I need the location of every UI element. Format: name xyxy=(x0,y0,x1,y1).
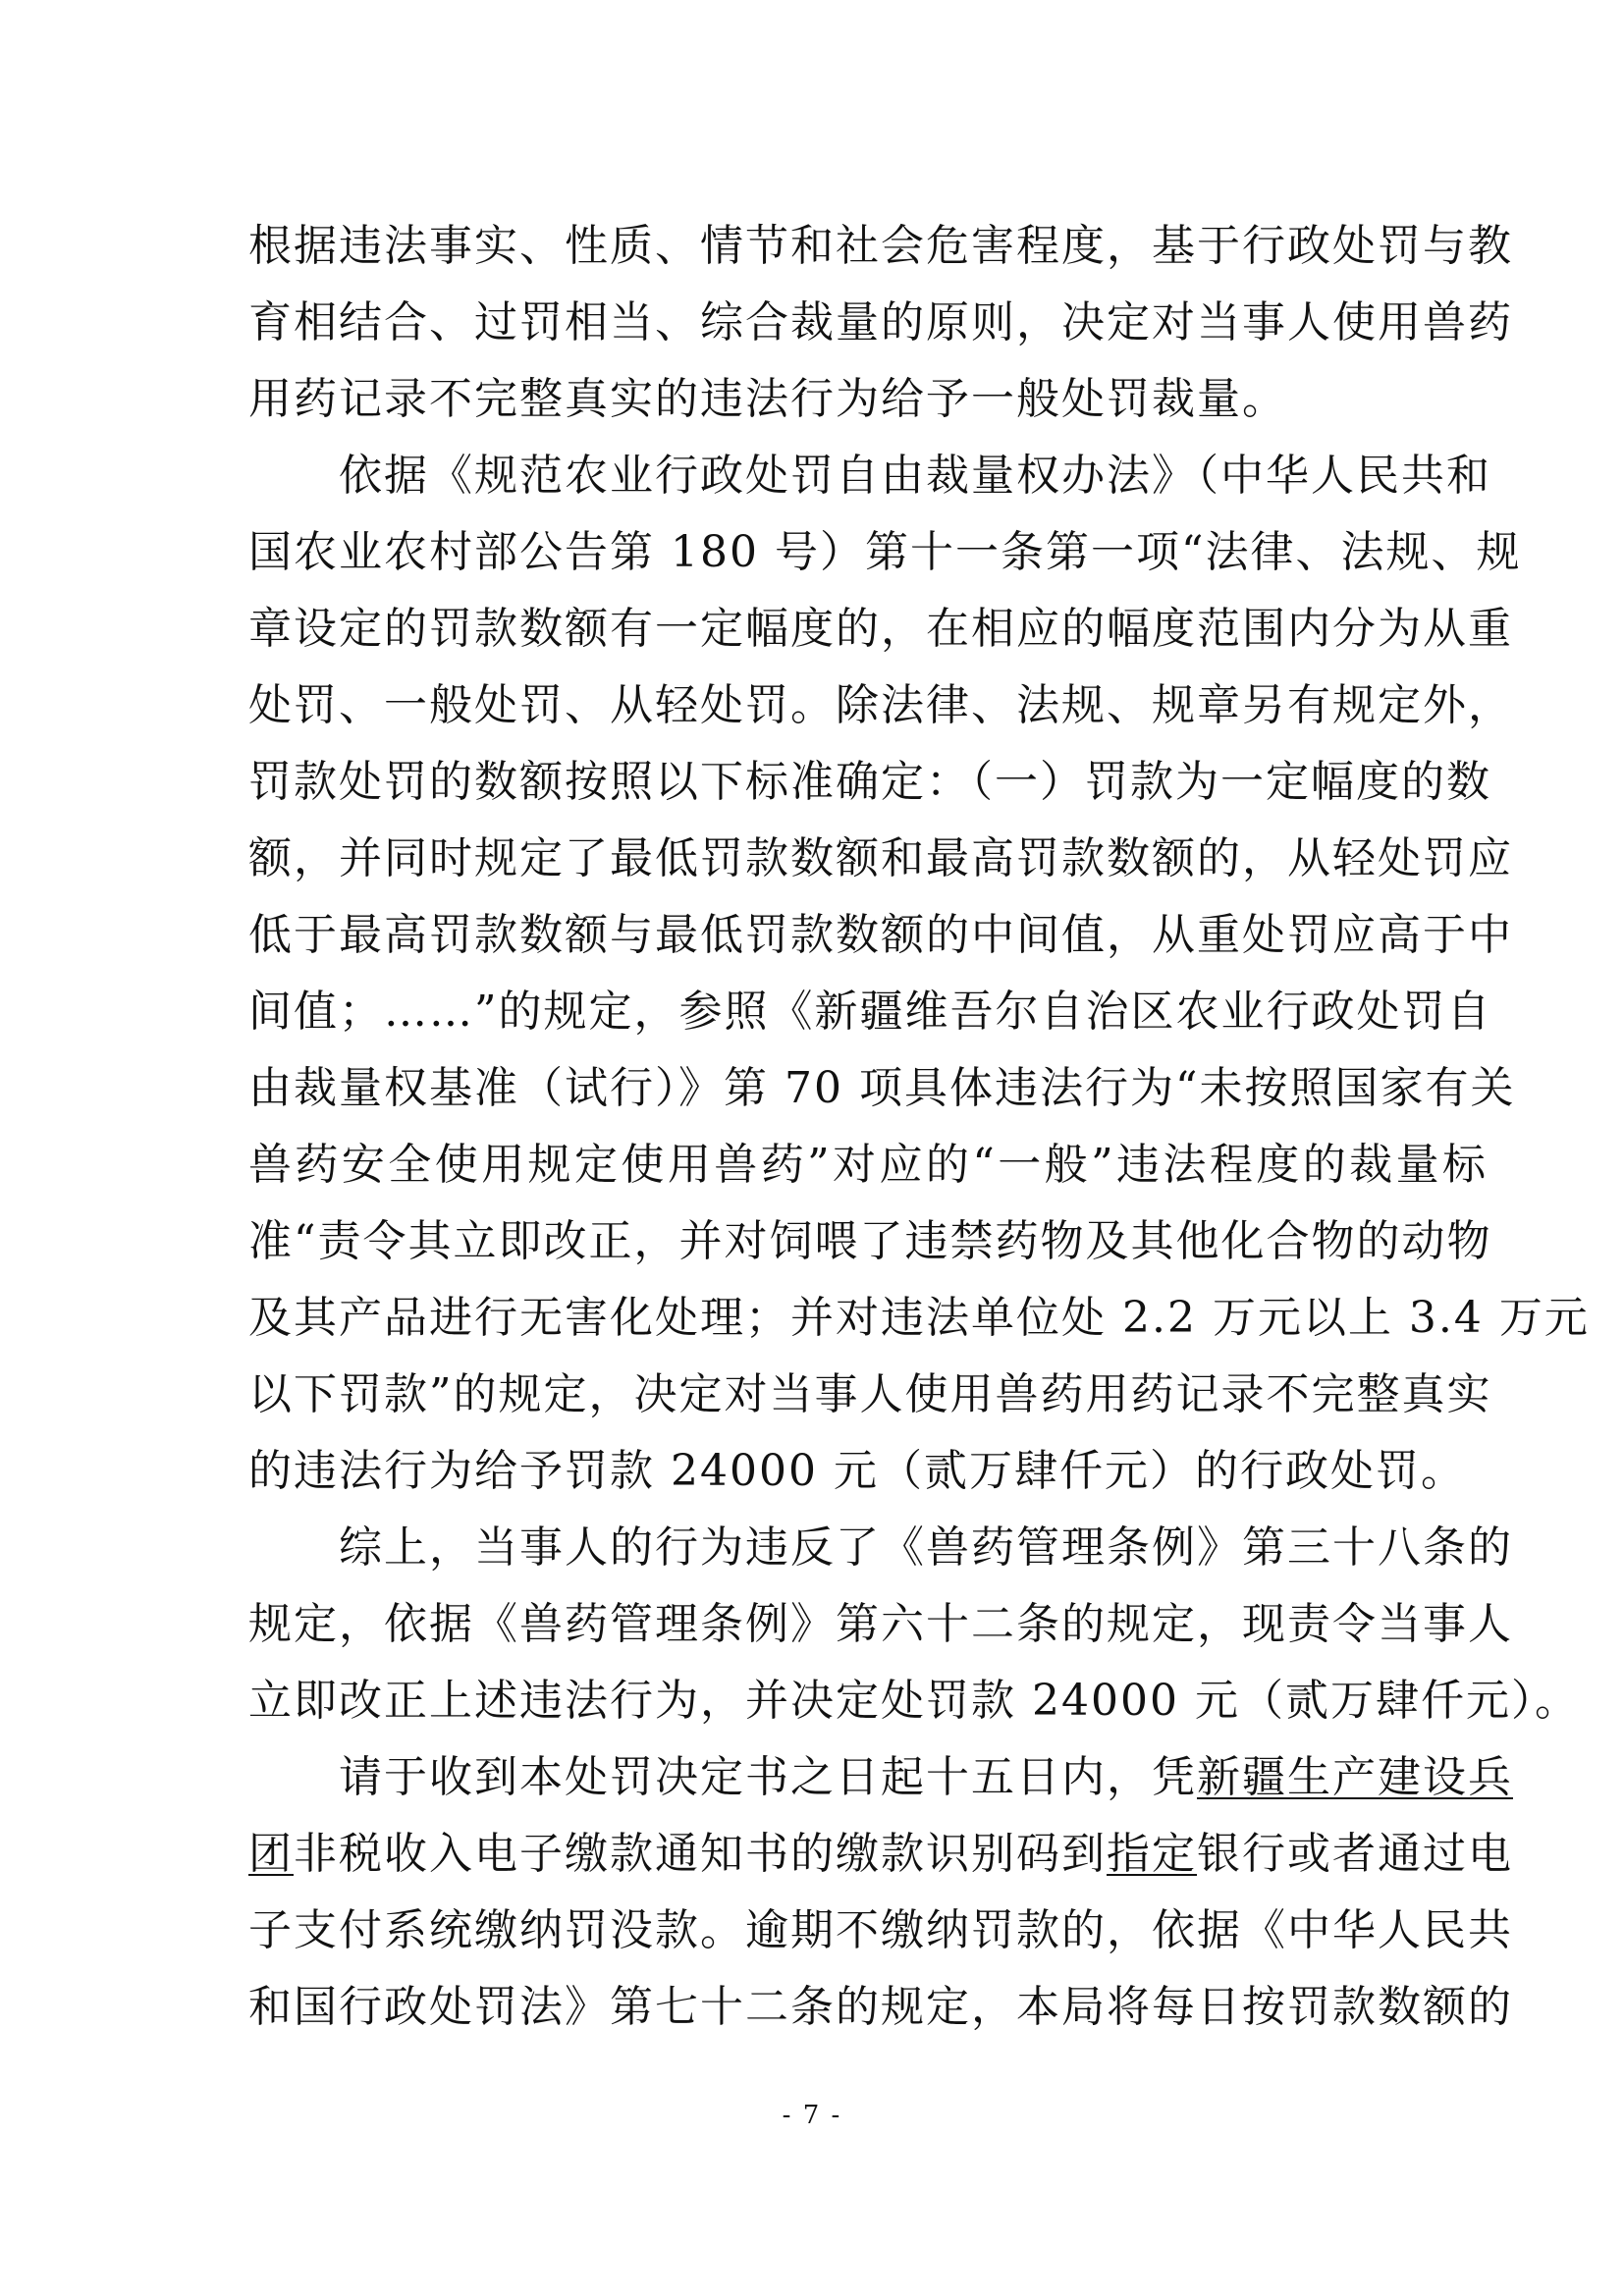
paragraph-payment-instructions xyxy=(248,1739,1513,2046)
text-line: 低于最高罚款数额与最低罚款数额的中间值，从重处罚应高于中 xyxy=(248,910,1513,960)
text-line: 国农业农村部公告第 180 号）第十一条第一项“法律、法规、规 xyxy=(248,527,1522,577)
text-line: 子支付系统缴纳罚没款。逾期不缴纳罚款的，依据《中华人民共 xyxy=(248,1905,1513,1955)
text-line: 章设定的罚款数额有一定幅度的，在相应的幅度范围内分为从重 xyxy=(248,604,1513,654)
text-line: 的违法行为给予罚款 24000 元（贰万肆仟元）的行政处罚。 xyxy=(248,1446,1466,1496)
document-body xyxy=(248,208,1590,2046)
paragraph-penalty-basis xyxy=(248,208,1513,438)
paragraph-conclusion xyxy=(248,1510,1580,1739)
text-line: 依据《规范农业行政处罚自由裁量权办法》（中华人民共和 xyxy=(339,451,1491,501)
text-line: 罚款处罚的数额按照以下标准确定：（一）罚款为一定幅度的数 xyxy=(248,757,1491,807)
text-line: 额，并同时规定了最低罚款数额和最高罚款数额的，从轻处罚应 xyxy=(248,833,1513,883)
page-number: - 7 - xyxy=(782,2101,842,2130)
text-segment: 非税收入电子缴款通知书的缴款识别码到 xyxy=(294,1829,1107,1879)
text-line: 以下罚款”的规定，决定对当事人使用兽药用药记录不完整真实 xyxy=(248,1369,1492,1419)
text-segment: 银行或者通过电 xyxy=(1197,1829,1513,1879)
text-line xyxy=(248,1816,1513,1893)
text-line: 规定，依据《兽药管理条例》第六十二条的规定，现责令当事人 xyxy=(248,1599,1513,1649)
text-line: 根据违法事实、性质、情节和社会危害程度，基于行政处罚与教 xyxy=(248,221,1513,271)
text-line: 用药记录不完整真实的违法行为给予一般处罚裁量。 xyxy=(248,374,1287,424)
text-line: 兽药安全使用规定使用兽药”对应的“一般”违法程度的裁量标 xyxy=(248,1140,1488,1190)
text-line: 由裁量权基准（试行）》第 70 项具体违法行为“未按照国家有关 xyxy=(248,1063,1516,1113)
text-line: 间值；……”的规定，参照《新疆维吾尔自治区农业行政处罚自 xyxy=(248,987,1492,1037)
text-line: 综上，当事人的行为违反了《兽药管理条例》第三十八条的 xyxy=(339,1522,1513,1573)
text-line xyxy=(248,1739,1513,1816)
underlined-agency-name-end: 团 xyxy=(248,1829,294,1879)
paragraph-legal-reference xyxy=(248,438,1590,1510)
text-line: 立即改正上述违法行为，并决定处罚款 24000 元（贰万肆仟元）。 xyxy=(248,1676,1580,1726)
text-line: 准“责令其立即改正，并对饲喂了违禁药物及其他化合物的动物 xyxy=(248,1216,1492,1266)
text-line: 及其产品进行无害化处理；并对违法单位处 2.2 万元以上 3.4 万元 xyxy=(248,1293,1590,1343)
underlined-designated: 指定 xyxy=(1107,1829,1197,1879)
text-segment: 请于收到本处罚决定书之日起十五日内，凭 xyxy=(339,1752,1197,1802)
text-line: 处罚、一般处罚、从轻处罚。除法律、法规、规章另有规定外， xyxy=(248,680,1513,730)
text-line: 和国行政处罚法》第七十二条的规定，本局将每日按罚款数额的 xyxy=(248,1982,1513,2032)
underlined-agency-name: 新疆生产建设兵 xyxy=(1197,1752,1513,1802)
text-line: 育相结合、过罚相当、综合裁量的原则，决定对当事人使用兽药 xyxy=(248,297,1513,347)
